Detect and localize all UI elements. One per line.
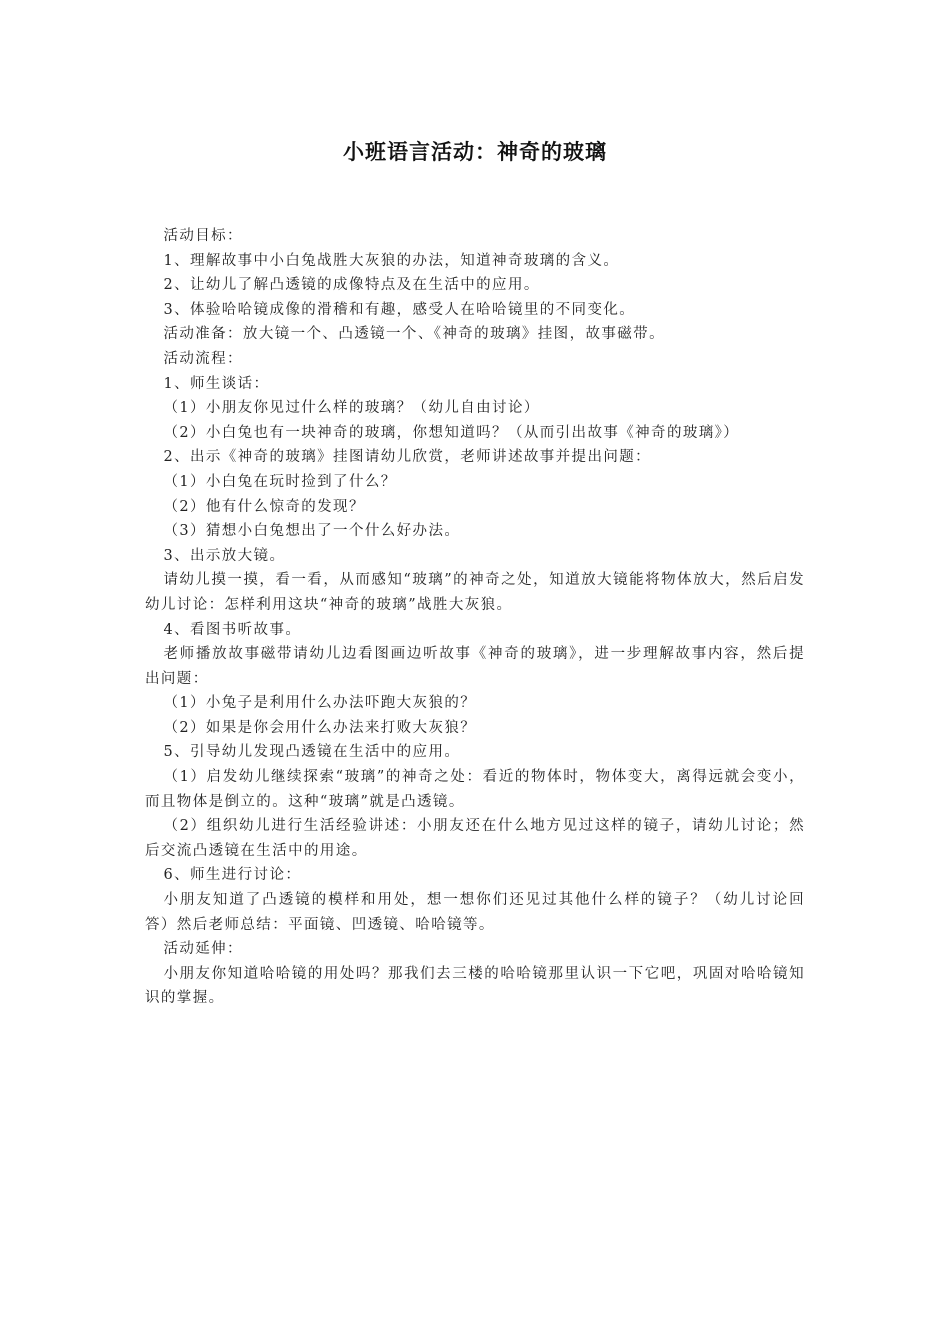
section-heading-process: 活动流程： [163, 350, 243, 367]
objective-item-2: 2、让幼儿了解凸透镜的成像特点及在生活中的应用。 [163, 277, 540, 294]
step-2-item-2: （2）他有什么惊奇的发现？ [163, 498, 365, 515]
objective-item-1: 1、理解故事中小白兔战胜大灰狼的办法，知道神奇玻璃的含义。 [163, 252, 620, 269]
step-5-item-2: （2）组织幼儿进行生活经验讲述：小朋友还在什么地方见过这样的镜子，请幼儿讨论；然后交流凸透镜在生活中的用途。 [145, 818, 805, 859]
step-4-paragraph: 老师播放故事磁带请幼儿边看图画边听故事《神奇的玻璃》，进一步理解故事内容，然后提出问题： [145, 646, 805, 687]
step-4-item-1: （1）小兔子是利用什么办法吓跑大灰狼的？ [163, 695, 477, 712]
step-5-item-1: （1）启发幼儿继续探索“玻璃”的神奇之处：看近的物体时，物体变大，离得远就会变小，而且物体是倒立的。这种“玻璃”就是凸透镜。 [145, 769, 805, 810]
step-3-heading: 3、出示放大镜。 [163, 547, 286, 564]
step-5-heading: 5、引导幼儿发现凸透镜在生活中的应用。 [163, 744, 461, 761]
document-body [145, 224, 805, 1011]
step-1-item-1: （1）小朋友你见过什么样的玻璃？（幼儿自由讨论） [163, 400, 540, 417]
step-2-item-1: （1）小白兔在玩时捡到了什么？ [163, 473, 397, 490]
step-6-paragraph: 小朋友知道了凸透镜的模样和用处，想一想你们还见过其他什么样的镜子？（幼儿讨论回答）然后老师总结：平面镜、凹透镜、哈哈镜等。 [145, 892, 805, 933]
section-heading-extension: 活动延伸： [163, 941, 243, 958]
step-1-heading: 1、师生谈话： [163, 375, 270, 392]
preparation-paragraph: 活动准备：放大镜一个、凸透镜一个、《神奇的玻璃》挂图，故事磁带。 [163, 326, 665, 343]
section-heading-objectives: 活动目标： [163, 228, 243, 244]
extension-paragraph: 小朋友你知道哈哈镜的用处吗？那我们去三楼的哈哈镜那里认识一下它吧，巩固对哈哈镜知识的掌握。 [145, 965, 805, 1007]
step-4-item-2: （2）如果是你会用什么办法来打败大灰狼？ [163, 719, 477, 736]
step-1-item-2: （2）小白兔也有一块神奇的玻璃，你想知道吗？（从而引出故事《神奇的玻璃》） [163, 424, 740, 441]
step-6-heading: 6、师生进行讨论： [163, 867, 302, 884]
document-title: 小班语言活动：神奇的玻璃 [343, 140, 607, 164]
objective-item-3: 3、体验哈哈镜成像的滑稽和有趣，感受人在哈哈镜里的不同变化。 [163, 301, 636, 318]
step-2-heading: 2、出示《神奇的玻璃》挂图请幼儿欣赏，老师讲述故事并提出问题： [163, 449, 652, 466]
step-2-item-3: （3）猜想小白兔想出了一个什么好办法。 [163, 523, 461, 540]
step-4-heading: 4、看图书听故事。 [163, 621, 302, 638]
step-3-paragraph: 请幼儿摸一摸，看一看，从而感知“玻璃”的神奇之处，知道放大镜能将物体放大，然后启发幼儿讨论：怎样利用这块“神奇的玻璃”战胜大灰狼。 [145, 572, 805, 613]
